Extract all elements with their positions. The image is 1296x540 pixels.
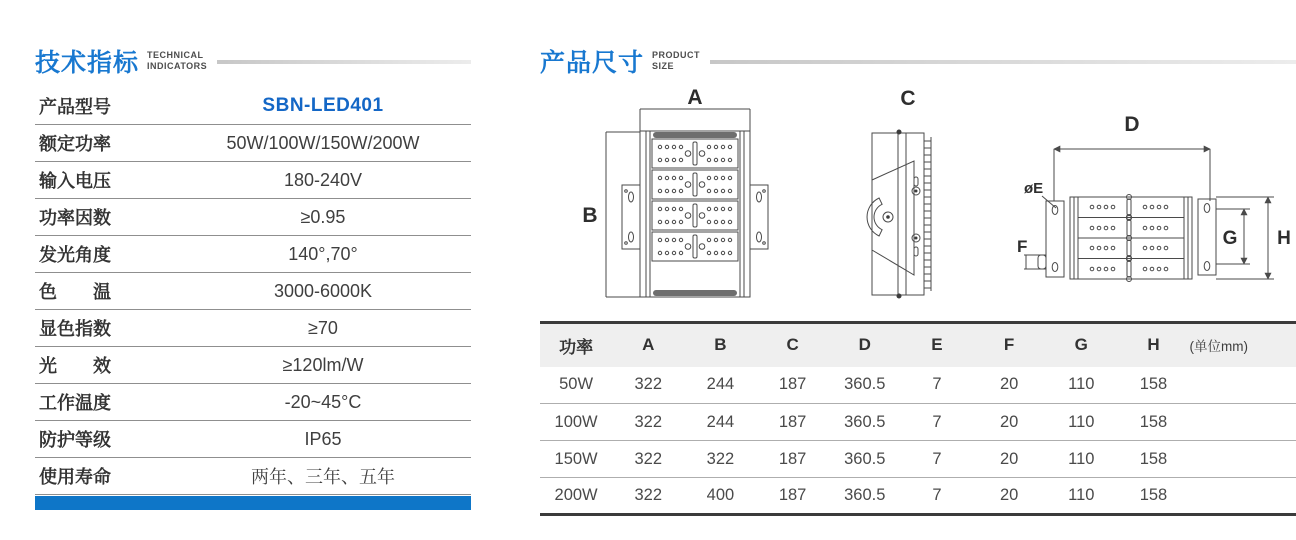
- technical-indicators-subtitle: [147, 50, 207, 72]
- subtitle-line-1: TECHNICAL: [147, 50, 204, 61]
- spec-label: 额定功率: [39, 134, 111, 154]
- cell-G: 110: [1068, 486, 1095, 504]
- dim-label-C: C: [900, 87, 916, 110]
- dimension-table: [540, 321, 1296, 516]
- cell-D: 360.5: [829, 367, 901, 404]
- side-rails: [646, 131, 744, 297]
- spec-row-color-temp: [35, 273, 471, 310]
- front-view-drawing: [568, 85, 803, 317]
- cell-H: 158: [1117, 404, 1189, 441]
- cell-G: 110: [1045, 367, 1117, 404]
- spec-label: 功率因数: [39, 208, 111, 228]
- bottom-bolt: [897, 294, 902, 299]
- cell-H: 158: [1139, 486, 1168, 504]
- col-header-F: F: [1003, 335, 1015, 355]
- cell-D: 360.5: [844, 486, 886, 504]
- technical-indicators-title: 技术指标: [35, 49, 140, 77]
- spec-row-working-temp: [35, 384, 471, 421]
- spec-value: 3000-6000K: [273, 280, 373, 301]
- spec-label: 光 效: [39, 356, 111, 376]
- spec-value: 两年、三年、五年: [251, 467, 395, 487]
- product-size-section: [540, 44, 1296, 516]
- cell-power: 100W: [540, 404, 612, 441]
- cell-B: 244: [684, 367, 756, 404]
- col-header-H: H: [1147, 335, 1160, 355]
- cell-B: 244: [684, 404, 756, 441]
- subtitle-line-2: INDICATORS: [147, 61, 208, 71]
- cell-E: 7: [901, 441, 973, 478]
- spec-row-ip-rating: [35, 421, 471, 458]
- dim-line-A: [640, 109, 750, 131]
- spec-value: -20~45°C: [284, 391, 362, 412]
- spec-value: ≥120lm/W: [282, 354, 364, 375]
- spec-label: 色 温: [39, 282, 111, 302]
- dim-label-E: øE: [1024, 180, 1044, 197]
- spec-label: 显色指数: [39, 319, 111, 339]
- cell-power: 150W: [540, 441, 612, 478]
- top-bolt: [897, 130, 902, 135]
- dimension-view-drawing: [1012, 109, 1296, 314]
- spec-value: IP65: [304, 428, 342, 449]
- spec-label: 输入电压: [39, 171, 111, 191]
- dim-label-G: G: [1222, 228, 1238, 249]
- cell-C: 187: [757, 441, 829, 478]
- col-header-G: G: [1074, 335, 1088, 355]
- dim-label-F: F: [1017, 237, 1028, 256]
- spec-row-efficacy: [35, 347, 471, 384]
- heatsink-fins: [924, 141, 931, 288]
- cell-B: 400: [706, 486, 735, 504]
- technical-indicators-section: [35, 44, 471, 510]
- col-header-power: 功率: [559, 337, 594, 357]
- cell-F: 20: [973, 367, 1045, 404]
- cell-F: 20: [973, 404, 1045, 441]
- dimension-drawings: [540, 83, 1296, 319]
- mount-bracket-right: [750, 185, 768, 249]
- col-header-C: C: [786, 335, 799, 355]
- lamp-body-outline: [640, 131, 750, 297]
- dimension-row-200w: [540, 478, 1296, 515]
- spec-label: 发光角度: [39, 245, 111, 265]
- end-plate-left: [1046, 201, 1064, 277]
- cell-power: 50W: [540, 367, 612, 404]
- led-module: [652, 232, 738, 261]
- led-module: [652, 201, 738, 230]
- side-body-lines: [898, 133, 906, 295]
- cell-E: 7: [932, 486, 942, 504]
- cell-E: 7: [901, 404, 973, 441]
- cell-E: 7: [901, 367, 973, 404]
- spec-row-cri: [35, 310, 471, 347]
- spec-label: 使用寿命: [39, 467, 111, 487]
- cell-F: 20: [973, 441, 1045, 478]
- cell-D: 360.5: [829, 441, 901, 478]
- col-header-A: A: [642, 335, 655, 355]
- technical-indicators-header: [35, 44, 471, 78]
- led-module: [652, 170, 738, 199]
- cell-spacer: [1190, 404, 1296, 441]
- cell-spacer: [1190, 367, 1296, 404]
- cell-A: 322: [634, 486, 663, 504]
- dim-label-A: A: [687, 86, 703, 109]
- spec-value: ≥0.95: [300, 206, 346, 227]
- product-size-subtitle: [652, 50, 700, 72]
- bottom-cap: [653, 290, 737, 296]
- col-header-D: D: [858, 335, 871, 355]
- dimension-row-50w: [540, 367, 1296, 404]
- cell-D: 360.5: [829, 404, 901, 441]
- spec-label: 防护等级: [39, 430, 111, 450]
- spec-row-beam-angle: [35, 236, 471, 273]
- dim-lines-F: [1024, 255, 1046, 269]
- cell-A: 322: [612, 441, 684, 478]
- spec-table: [35, 88, 471, 510]
- dim-label-D: D: [1124, 113, 1140, 136]
- spec-value: ≥70: [308, 317, 338, 338]
- spec-row-rated-power: [35, 125, 471, 162]
- cell-B: 322: [684, 441, 756, 478]
- top-cap: [653, 132, 737, 138]
- cell-A: 322: [612, 367, 684, 404]
- spec-value: 50W/100W/150W/200W: [226, 132, 420, 153]
- cell-A: 322: [612, 404, 684, 441]
- header-divider-line: [217, 60, 471, 64]
- dim-label-H: H: [1277, 228, 1291, 249]
- spec-value: 180-240V: [283, 169, 363, 190]
- product-size-header: [540, 44, 1296, 78]
- product-size-title: 产品尺寸: [540, 49, 645, 77]
- dimension-table-header-row: [540, 323, 1296, 367]
- dim-ext-D: [1054, 149, 1210, 201]
- spec-label: 工作温度: [39, 393, 111, 413]
- spec-row-input-voltage: [35, 162, 471, 199]
- spec-row-model: [35, 88, 471, 125]
- cell-C: 187: [757, 367, 829, 404]
- spec-value: 140°,70°: [288, 243, 358, 264]
- header-divider-line: [710, 60, 1296, 64]
- cell-F: 20: [999, 486, 1019, 504]
- cell-H: 158: [1117, 367, 1189, 404]
- mount-bracket-left: [622, 185, 640, 249]
- subtitle-line-2: SIZE: [652, 61, 675, 71]
- subtitle-line-1: PRODUCT: [652, 50, 701, 61]
- mount-tab: [1038, 255, 1046, 269]
- side-view-drawing: [852, 85, 967, 317]
- end-plate-right: [1198, 199, 1216, 275]
- cell-C: 187: [778, 486, 807, 504]
- dim-line-B: [606, 132, 640, 297]
- cell-spacer: [1190, 478, 1296, 515]
- dimension-row-150w: [540, 441, 1296, 478]
- spec-row-power-factor: [35, 199, 471, 236]
- cell-H: 158: [1117, 441, 1189, 478]
- spec-label: 产品型号: [39, 97, 111, 117]
- product-model-value: SBN-LED401: [262, 95, 384, 116]
- adjustment-arc-slot: [867, 198, 882, 236]
- cell-power: 200W: [554, 486, 598, 504]
- dim-label-B: B: [582, 204, 598, 227]
- spec-row-lifespan: [35, 458, 471, 495]
- dimension-row-100w: [540, 404, 1296, 441]
- cell-G: 110: [1045, 404, 1117, 441]
- col-header-E: E: [931, 335, 943, 355]
- cell-C: 187: [757, 404, 829, 441]
- unit-note: (单位mm): [1189, 339, 1249, 355]
- cell-spacer: [1190, 441, 1296, 478]
- led-module: [652, 139, 738, 168]
- cell-G: 110: [1045, 441, 1117, 478]
- blue-footer-bar: [35, 496, 471, 510]
- col-header-B: B: [714, 335, 727, 355]
